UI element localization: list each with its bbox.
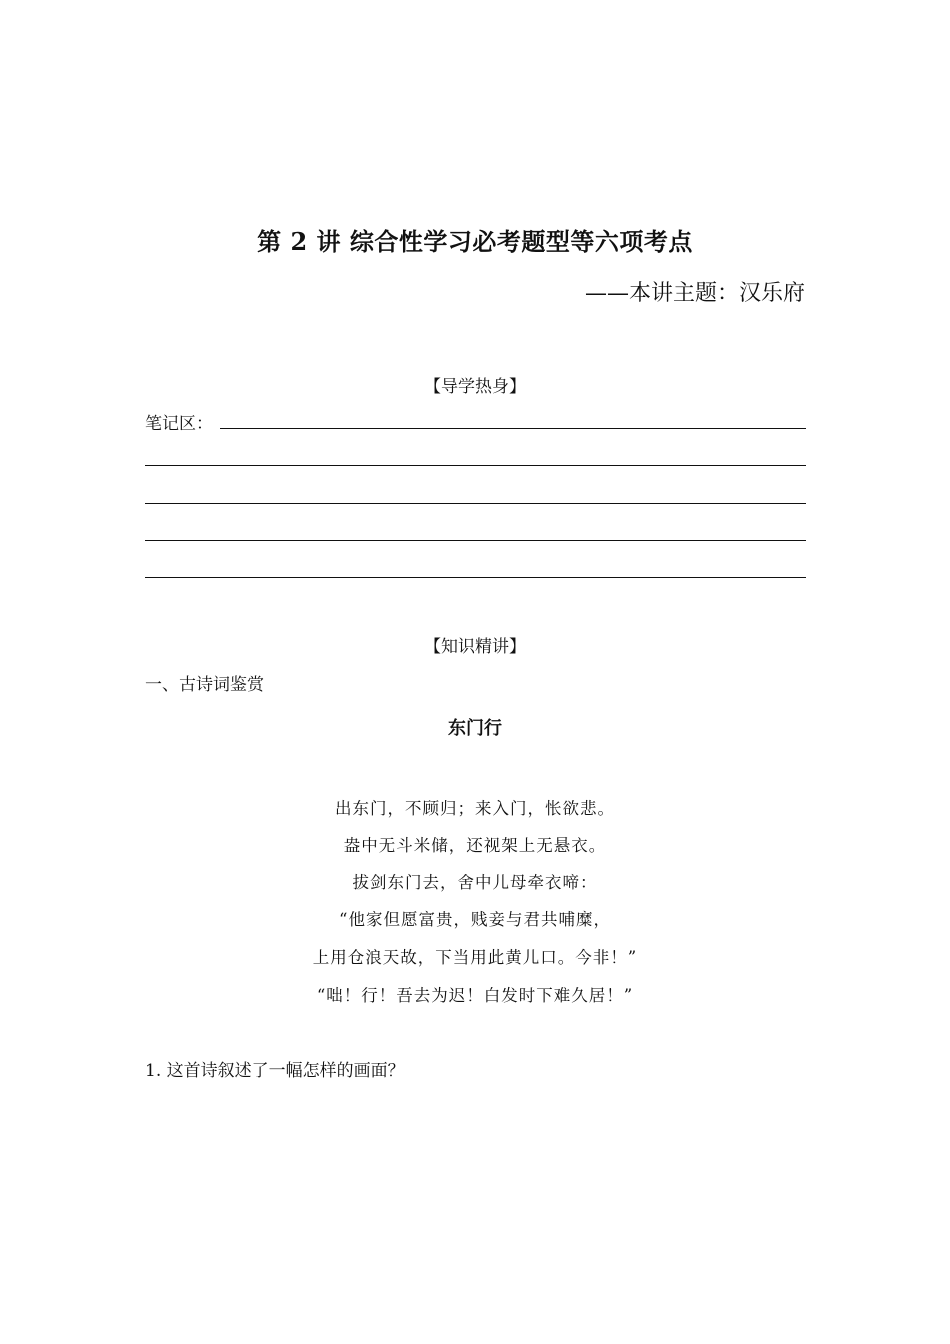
knowledge-heading: 【知识精讲】 bbox=[424, 637, 526, 657]
section-heading-poetry: 一、古诗词鉴赏 bbox=[145, 675, 264, 695]
poem-line: 盎中无斗米储，还视架上无悬衣。 bbox=[343, 836, 607, 855]
poem-line: 上用仓浪天故，下当用此黄儿口。今非！” bbox=[312, 948, 638, 967]
notes-line bbox=[220, 428, 806, 429]
notes-label: 笔记区： bbox=[145, 414, 213, 434]
notes-line bbox=[145, 503, 806, 504]
lesson-subtitle: ——本讲主题：汉乐府 bbox=[584, 281, 805, 306]
notes-line bbox=[145, 577, 806, 578]
warmup-heading: 【导学热身】 bbox=[424, 377, 526, 397]
notes-line bbox=[145, 465, 806, 466]
poem-line: 拔剑东门去，舍中儿母牵衣啼： bbox=[352, 873, 598, 892]
question-1: 1. 这首诗叙述了一幅怎样的画面？ bbox=[145, 1061, 405, 1081]
notes-line bbox=[145, 540, 806, 541]
lesson-title: 第 2 讲 综合性学习必考题型等六项考点 bbox=[257, 227, 693, 256]
poem-title: 东门行 bbox=[448, 718, 502, 739]
poem-line: “他家但愿富贵，贱妾与君共哺糜， bbox=[339, 910, 611, 929]
poem-line: 出东门，不顾归；来入门，怅欲悲。 bbox=[335, 799, 615, 818]
poem-line: “咄！行！吾去为迟！白发时下难久居！” bbox=[316, 986, 634, 1005]
